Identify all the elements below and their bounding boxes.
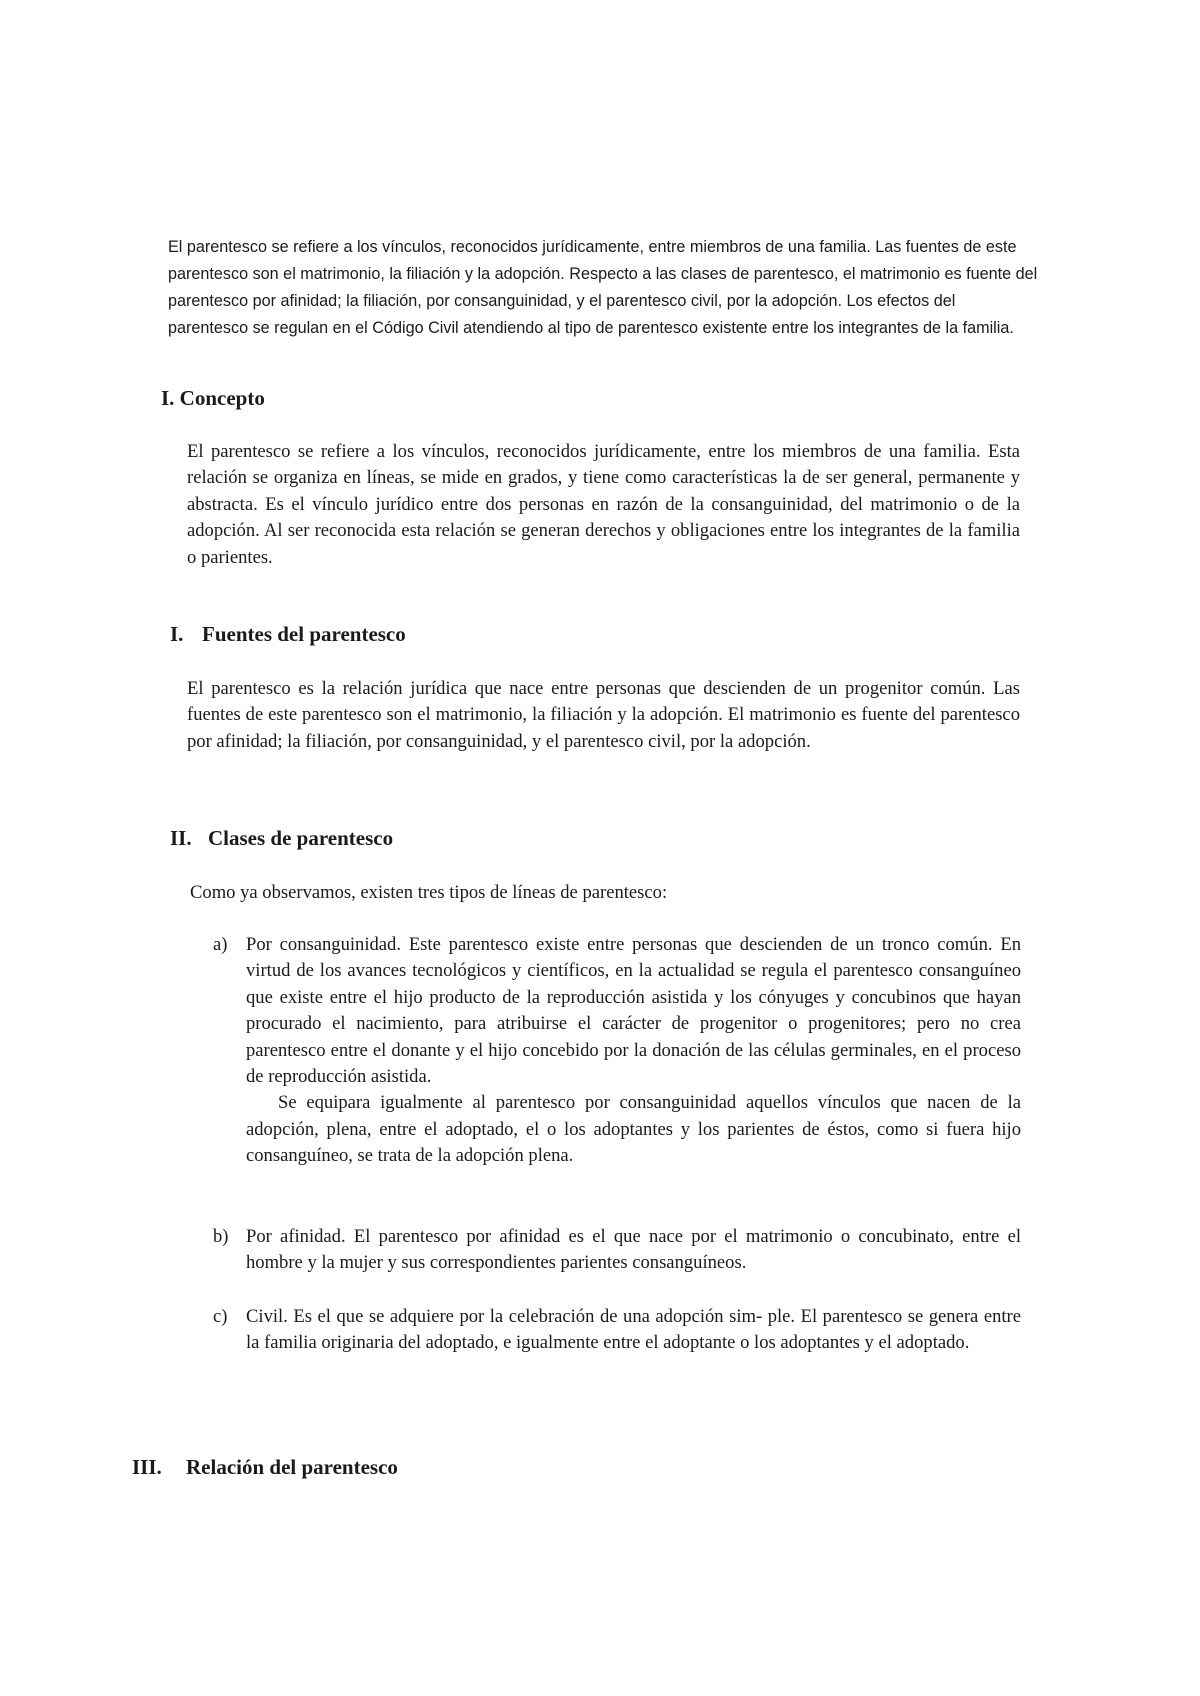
concepto-paragraph: El parentesco se refiere a los vínculos, reconocidos jurídicamente, entre los miembros de una familia. Esta relación se organiza en líneas, se mide en grados, y tiene como características la de ser general, permanente y abstracta. Es el vínculo jurídico entre dos personas en razón de la consanguinidad, del matrimonio o de la adopción. Al ser reconocida esta relación se generan derechos y obligaciones entre los integrantes de la familia o parientes. — [187, 441, 1020, 568]
section-number: III. — [132, 1455, 162, 1479]
list-item-content — [246, 1304, 1021, 1357]
list-marker: c) — [213, 1306, 228, 1327]
clases-lead-paragraph: Como ya observamos, existen tres tipos de líneas de parentesco: — [190, 882, 668, 903]
fuentes-paragraph: El parentesco es la relación jurídica que nace entre personas que descienden de un progenitor común. Las fuentes de este parentesco son el matrimonio, la filiación y la adopción. El matrimonio es fuente del parentesco por afinidad; la filiación, por consanguinidad, y el parentesco civil, por la adopción. — [187, 678, 1020, 752]
list-marker: a) — [213, 934, 228, 955]
section-heading-fuentes — [170, 622, 406, 647]
intro-paragraph: El parentesco se refiere a los vínculos, reconocidos jurídicamente, entre miembros de una familia. Las fuentes de este parentesco son el matrimonio, la filiación y la adopción. Respecto a las clases de parentesco, el matrimonio es fuente del parentesco por afinidad; la filiación, por consanguinidad, y el parentesco civil, por la adopción. Los efectos del parentesco se regulan en el Código Civil atendiendo al tipo de parentesco existente entre los integrantes de la familia. — [168, 238, 1038, 337]
list-item-consanguinidad — [213, 932, 1021, 1192]
section-heading-clases — [170, 826, 393, 851]
list-item-afinidad — [213, 1224, 1021, 1284]
list-marker: b) — [213, 1226, 229, 1247]
section-title: Relación del parentesco — [186, 1455, 398, 1479]
list-item-content — [246, 932, 1021, 1170]
list-item-text: Por afinidad. El parentesco por afinidad es el que nace por el matrimonio o concubinato, entre el hombre y la mujer y sus correspondientes parientes consanguíneos. — [246, 1226, 1021, 1274]
list-item-text: Por consanguinidad. Este parentesco existe entre personas que descienden de un tronco común. En virtud de los avances tecnológicos y científicos, en la actualidad se regula el parentesco consanguíneo que existe entre el hijo producto de la reproducción asistida y los cónyuges y concubinos que hayan procurado el nacimiento, para atribuirse el carácter de progenitor o progenitores; pero no crea parentesco entre el donante y el hijo concebido por la donación de las células germinales, en el proceso de reproducción asistida. — [246, 934, 1021, 1088]
section-title: Clases de parentesco — [208, 826, 394, 850]
list-item-content — [246, 1224, 1021, 1277]
section-heading-concepto: I. Concepto — [161, 386, 265, 410]
section-title: Fuentes del parentesco — [202, 622, 406, 646]
list-item-civil — [213, 1304, 1021, 1389]
section-number: II. — [170, 826, 192, 850]
list-item-text-continued: Se equipara igualmente al parentesco por consanguinidad aquellos vínculos que nacen de la adopción, plena, entre el adoptado, el o los adoptantes y los parientes de éstos, como si fuera hijo consanguíneo, se trata de la adopción plena. — [246, 1092, 1021, 1167]
section-heading-relacion — [132, 1455, 398, 1480]
list-item-text: Civil. Es el que se adquiere por la celebración de una adopción sim- ple. El parentesco se genera entre la familia originaria del adoptado, e igualmente entre el adoptante o los adoptantes y el adoptado. — [246, 1306, 1021, 1354]
section-number: I. — [170, 622, 184, 646]
